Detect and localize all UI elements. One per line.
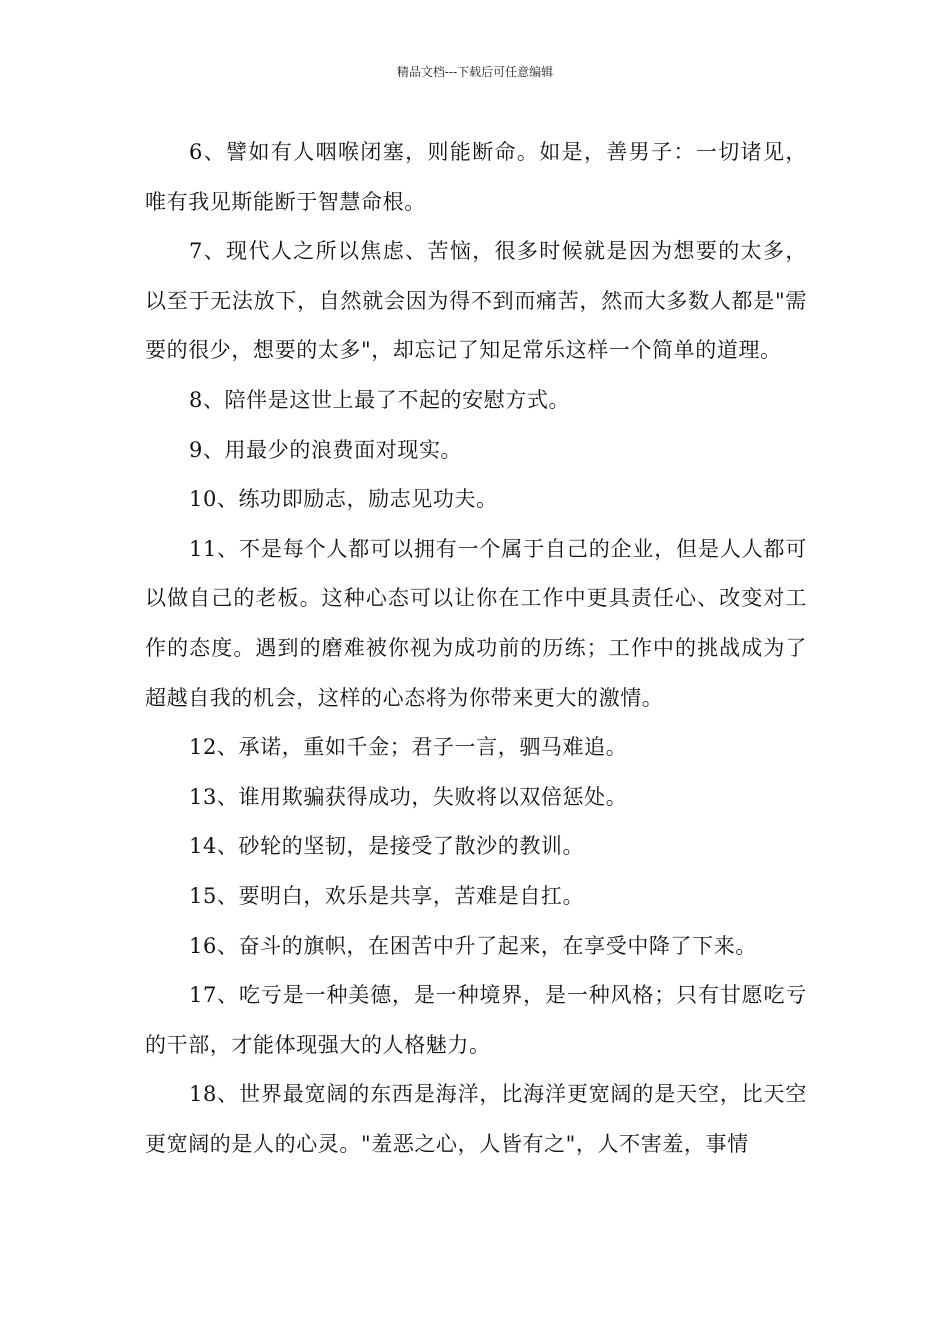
paragraph-10: 10、练功即励志，励志见功夫。	[189, 487, 498, 512]
paragraph-18: 18、世界最宽阔的东西是海洋，比海洋更宽阔的是天空，比天空更宽阔的是人的心灵。"羞恶之心，人皆有之"，人不害羞，事情	[145, 1082, 807, 1156]
page-header: 精品文档---下载后可任意编辑	[396, 65, 554, 79]
paragraph-7: 7、现代人之所以焦虑、苦恼，很多时候就是因为想要的太多，以至于无法放下，自然就会因为得不到而痛苦，然而大多数人都是"需要的很少，想要的太多"，却忘记了知足常乐这样一个简单的道理。	[145, 239, 807, 363]
paragraph-15: 15、要明白，欢乐是共享，苦难是自扛。	[189, 883, 585, 908]
paragraph-8: 8、陪伴是这世上最了不起的安慰方式。	[189, 387, 571, 412]
paragraph-9: 9、用最少的浪费面对现实。	[189, 437, 463, 462]
paragraph-12: 12、承诺，重如千金；君子一言，驷马难追。	[189, 735, 628, 760]
paragraph-17: 17、吃亏是一种美德，是一种境界，是一种风格；只有甘愿吃亏的干部，才能体现强大的人格魅力。	[145, 983, 807, 1057]
document-body	[145, 128, 807, 1169]
paragraph-14: 14、砂轮的坚韧，是接受了散沙的教训。	[189, 834, 585, 859]
paragraph-6: 6、譬如有人咽喉闭塞，则能断命。如是，善男子：一切诸见，唯有我见斯能断于智慧命根。	[145, 140, 807, 214]
paragraph-11: 11、不是每个人都可以拥有一个属于自己的企业，但是人人都可以做自己的老板。这种心态可以让你在工作中更具责任心、改变对工作的态度。遇到的磨难被你视为成功前的历练；工作中的挑战成为了超越自我的机会，这样的心态将为你带来更大的激情。	[145, 536, 807, 710]
paragraph-13: 13、谁用欺骗获得成功，失败将以双倍惩处。	[189, 784, 628, 809]
paragraph-16: 16、奋斗的旗帜，在困苦中升了起来，在享受中降了下来。	[189, 933, 757, 958]
